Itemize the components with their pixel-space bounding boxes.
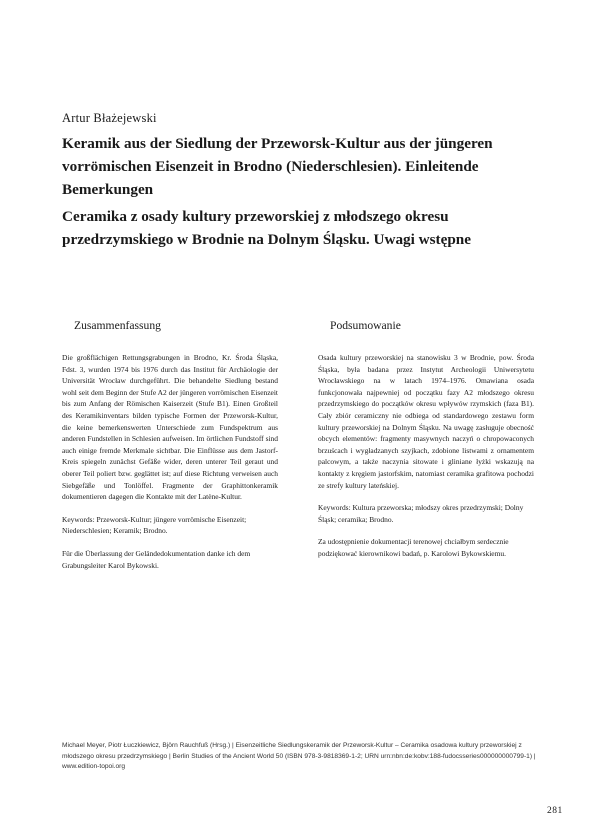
- summary-body-german: Die großflächigen Rettungsgrabungen in Brodno, Kr. Środa Śląska, Fdst. 3, wurden 1974 bis 1976 durch das Institut für Archäologie der Universität Wrocław durchgeführt. Die behandelte Siedlung bestand wohl seit dem Beginn der Stufe A2 der jüngeren vorrömischen Eisenzeit bis zum Anfang der Römischen Kaiserzeit (Stufe B1). Einen Großteil des Keramikinventars bilden typische Formen der Przeworsk-Kultur, die keine bemerkenswerten Unterschiede zum Fundspektrum aus anderen Fundstellen in Schlesien aufweisen. Im örtlichen Fundstoff sind auch einige fremde Merkmale sichtbar. Die Einflüsse aus dem Jastorf-Kreis spiegeln zunächst Gefäße wider, deren unterer Teil geraut und oberer Teil poliert bzw. geglättet ist; auf diese Richtung verweisen auch Siebgefäße und Tonlöffel. Fragmente der Graphittonkeramik dokumentieren dagegen die Kontakte mit der Latène-Kultur.: [62, 353, 278, 502]
- article-title-polish: Ceramika z osady kultury przeworskiej z młodszego okresu przedrzymskiego w Brodnie na Dolnym Śląsku. Uwagi wstępne: [62, 208, 471, 248]
- summary-heading-german: Zusammenfassung: [74, 319, 161, 332]
- acknowledgement-polish: Za udostępnienie dokumentacji terenowej chciałbym serdecznie podziękować kierownikowi badań, p. Karolowi Bykowskiemu.: [318, 537, 509, 558]
- publication-footer: Michael Meyer, Piotr Łuczkiewicz, Björn Rauchfuß (Hrsg.) | Eisenzeitliche Siedlungskeramik der Przeworsk-Kultur – Ceramika osadowa kultury przeworskiej z młodszego okresu przedrzymskiego | Berlin Studies of the Ancient World 50 (ISBN 978-3-9818369-1-2; URN urn:nbn:de:kobv:188-fudocsseries000000000799-1) | www.edition-topoi.org: [62, 742, 536, 771]
- keywords-german: Keywords: Przeworsk-Kultur; jüngere vorrömische Eisenzeit; Niederschlesien; Keramik; Brodno.: [62, 514, 247, 536]
- article-title-german: Keramik aus der Siedlung der Przeworsk-Kultur aus der jüngeren vorrömischen Eisenzeit in Brodno (Niederschlesien). Einleitende Bemerkungen: [62, 135, 493, 198]
- summary-german-column: [62, 318, 278, 582]
- summary-polish-column: [318, 318, 534, 571]
- summary-heading-polish: Podsumowanie: [330, 319, 401, 332]
- summary-body-polish: Osada kultury przeworskiej na stanowisku 3 w Brodnie, pow. Środa Śląska, była badana przez Instytut Archeologii Uniwersytetu Wrocławskiego na w latach 1974–1976. Omawiana osada funkcjonowała najpewniej od początku fazy A2 młodszego okresu przedrzymskiego do początków okresu wpływów rzymskich (faza B1). Cały zbiór ceramiczny nie odbiega od standardowego zestawu form kultury przeworskiej na Dolnym Śląsku. Na uwagę zasługuje obecność obcych elementów: fragmenty masywnych naczyń o chropowaconych brzuścach i wygładzanych szyjkach, zdobione listwami z ornamentem palcowym, a także naczynia sitowate i gliniane łyżki wskazują na kontakty z kręgiem jastorfskim, natomiast ceramika grafitowa pochodzi ze strefy kultury lateńskiej.: [318, 353, 534, 490]
- page-number: 281: [547, 806, 563, 816]
- author-name: Artur Błażejewski: [62, 111, 157, 125]
- acknowledgement-german: Für die Überlassung der Geländedokumentation danke ich dem Grabungsleiter Karol Bykowski.: [62, 548, 251, 570]
- keywords-polish: Keywords: Kultura przeworska; młodszy okres przedrzymski; Dolny Śląsk; ceramika; Brodno.: [318, 503, 524, 524]
